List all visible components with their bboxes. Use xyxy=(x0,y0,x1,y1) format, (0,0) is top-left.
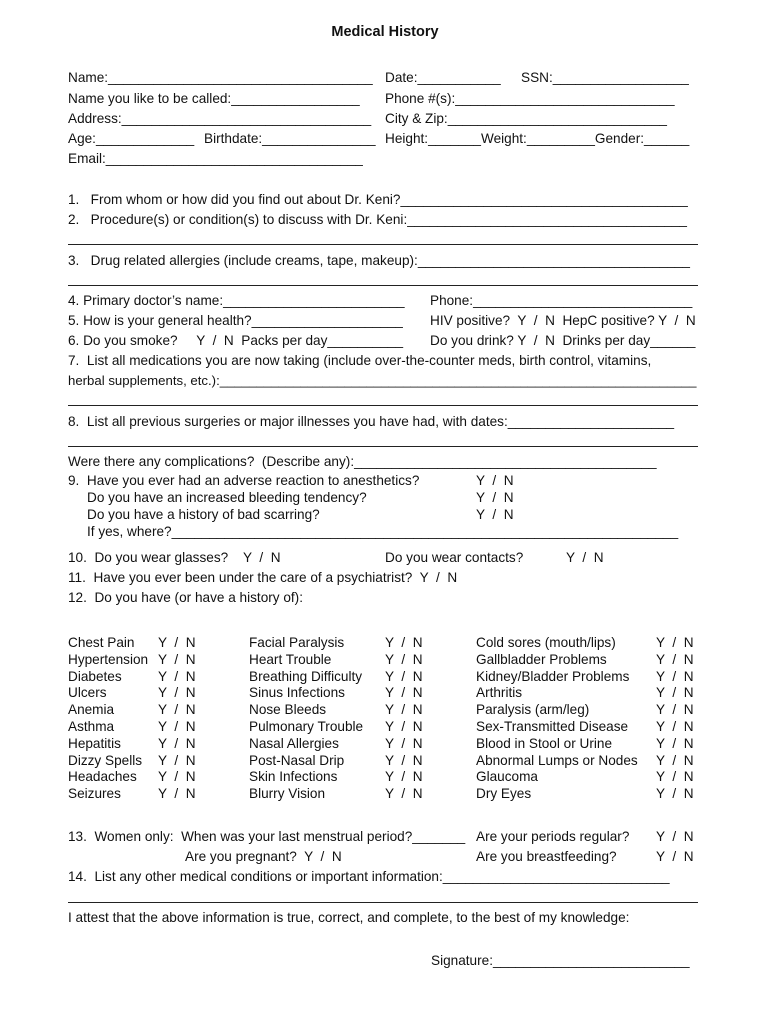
answer-line[interactable] xyxy=(68,244,698,245)
email-field[interactable]: Email:__________________________________ xyxy=(68,151,363,166)
question-10-glasses[interactable]: 10. Do you wear glasses? Y / N xyxy=(68,550,281,565)
yes-no-option[interactable]: Y / N xyxy=(158,702,196,717)
condition-label: Sex-Transmitted Disease xyxy=(476,719,629,734)
yes-no-option[interactable]: Y / N xyxy=(656,829,694,844)
question-11[interactable]: 11. Have you ever been under the care of a psychiatrist? Y / N xyxy=(68,570,458,585)
phone-field[interactable]: Phone #(s):_____________________________ xyxy=(385,91,675,106)
condition-label: Hypertension xyxy=(68,652,149,667)
condition-label: Sinus Infections xyxy=(249,685,345,700)
preferred-name-field[interactable]: Name you like to be called:_________________ xyxy=(68,91,360,106)
question-12: 12. Do you have (or have a history of): xyxy=(68,590,303,605)
scarring-location-field[interactable]: If yes, where?___________________________________________________________________ xyxy=(87,524,679,539)
condition-label: Asthma xyxy=(68,719,115,734)
yes-no-option[interactable]: Y / N xyxy=(476,473,514,488)
condition-label: Paralysis (arm/leg) xyxy=(476,702,590,717)
answer-line[interactable] xyxy=(68,902,698,903)
condition-label: Pulmonary Trouble xyxy=(249,719,364,734)
yes-no-option[interactable]: Y / N xyxy=(158,736,196,751)
yes-no-option[interactable]: Y / N xyxy=(385,736,423,751)
yes-no-option[interactable]: Y / N xyxy=(385,635,423,650)
condition-label: Facial Paralysis xyxy=(249,635,345,650)
question-8[interactable]: 8. List all previous surgeries or major illnesses you have had, with dates:______________________ xyxy=(68,414,675,429)
yes-no-option[interactable]: Y / N xyxy=(476,507,514,522)
condition-label: Cold sores (mouth/lips) xyxy=(476,635,616,650)
question-9-scarring: Do you have a history of bad scarring? xyxy=(87,507,320,522)
address-field[interactable]: Address:_________________________________ xyxy=(68,111,372,126)
yes-no-option[interactable]: Y / N xyxy=(476,490,514,505)
question-1[interactable]: 1. From whom or how did you find out about Dr. Keni?______________________________________ xyxy=(68,192,688,207)
yes-no-option[interactable]: Y / N xyxy=(158,753,196,768)
condition-label: Dry Eyes xyxy=(476,786,532,801)
yes-no-option[interactable]: Y / N xyxy=(656,769,694,784)
name-field[interactable]: Name:___________________________________ xyxy=(68,70,373,85)
yes-no-option[interactable]: Y / N xyxy=(656,652,694,667)
yes-no-option[interactable]: Y / N xyxy=(158,786,196,801)
form-title: Medical History xyxy=(331,24,439,40)
age-field[interactable]: Age:_____________ xyxy=(68,131,195,146)
height-weight-gender-field[interactable]: Height:_______Weight:_________Gender:______ xyxy=(385,131,690,146)
condition-label: Blurry Vision xyxy=(249,786,326,801)
condition-label: Heart Trouble xyxy=(249,652,332,667)
condition-label: Dizzy Spells xyxy=(68,753,143,768)
question-7: 7. List all medications you are now taking (include over-the-counter meds, birth control, vitamins, xyxy=(68,353,652,368)
condition-label: Blood in Stool or Urine xyxy=(476,736,613,751)
question-13-breastfeeding: Are you breastfeeding? xyxy=(476,849,617,864)
yes-no-option[interactable]: Y / N xyxy=(656,736,694,751)
condition-label: Arthritis xyxy=(476,685,523,700)
condition-label: Anemia xyxy=(68,702,115,717)
drink-question[interactable]: Do you drink? Y / N Drinks per day______ xyxy=(430,333,696,348)
yes-no-option[interactable]: Y / N xyxy=(385,753,423,768)
yes-no-option[interactable]: Y / N xyxy=(656,753,694,768)
yes-no-option[interactable]: Y / N xyxy=(385,702,423,717)
condition-label: Ulcers xyxy=(68,685,107,700)
yes-no-option[interactable]: Y / N xyxy=(158,685,196,700)
question-6[interactable]: 6. Do you smoke? Y / N Packs per day__________ xyxy=(68,333,404,348)
condition-label: Headaches xyxy=(68,769,137,784)
condition-label: Skin Infections xyxy=(249,769,338,784)
answer-line[interactable] xyxy=(68,405,698,406)
condition-label: Seizures xyxy=(68,786,121,801)
question-2[interactable]: 2. Procedure(s) or condition(s) to discuss with Dr. Keni:_____________________________________ xyxy=(68,212,687,227)
question-13-pregnant[interactable]: Are you pregnant? Y / N xyxy=(185,849,342,864)
condition-label: Gallbladder Problems xyxy=(476,652,607,667)
yes-no-option[interactable]: Y / N xyxy=(385,652,423,667)
yes-no-option[interactable]: Y / N xyxy=(385,786,423,801)
condition-label: Kidney/Bladder Problems xyxy=(476,669,630,684)
question-9-anesthetics: 9. Have you ever had an adverse reaction to anesthetics? xyxy=(68,473,420,488)
yes-no-option[interactable]: Y / N xyxy=(566,550,604,565)
condition-label: Breathing Difficulty xyxy=(249,669,363,684)
question-3[interactable]: 3. Drug related allergies (include creams, tape, makeup):____________________________________ xyxy=(68,253,690,268)
yes-no-option[interactable]: Y / N xyxy=(656,786,694,801)
attestation-statement: I attest that the above information is true, correct, and complete, to the best of my knowledge: xyxy=(68,910,630,925)
hiv-hepc-question[interactable]: HIV positive? Y / N HepC positive? Y / N xyxy=(430,313,696,328)
condition-label: Abnormal Lumps or Nodes xyxy=(476,753,638,768)
yes-no-option[interactable]: Y / N xyxy=(158,769,196,784)
yes-no-option[interactable]: Y / N xyxy=(385,669,423,684)
yes-no-option[interactable]: Y / N xyxy=(656,669,694,684)
yes-no-option[interactable]: Y / N xyxy=(656,702,694,717)
yes-no-option[interactable]: Y / N xyxy=(656,685,694,700)
yes-no-option[interactable]: Y / N xyxy=(158,635,196,650)
question-5[interactable]: 5. How is your general health?____________________ xyxy=(68,313,403,328)
yes-no-option[interactable]: Y / N xyxy=(385,769,423,784)
birthdate-field[interactable]: Birthdate:_______________ xyxy=(204,131,376,146)
question-13-menstrual[interactable]: 13. Women only: When was your last menstrual period?_______ xyxy=(68,829,466,844)
medications-field[interactable]: herbal supplements, etc.):_________________________________________________________________ xyxy=(68,373,697,388)
condition-label: Chest Pain xyxy=(68,635,135,650)
complications-field[interactable]: Were there any complications? (Describe any):________________________________________ xyxy=(68,454,657,469)
yes-no-option[interactable]: Y / N xyxy=(158,719,196,734)
city-zip-field[interactable]: City & Zip:_____________________________ xyxy=(385,111,667,126)
condition-label: Nose Bleeds xyxy=(249,702,327,717)
primary-doctor-phone-field[interactable]: Phone:_____________________________ xyxy=(430,293,693,308)
yes-no-option[interactable]: Y / N xyxy=(158,669,196,684)
yes-no-option[interactable]: Y / N xyxy=(656,719,694,734)
yes-no-option[interactable]: Y / N xyxy=(656,849,694,864)
condition-label: Hepatitis xyxy=(68,736,121,751)
signature-field[interactable]: Signature:__________________________ xyxy=(431,953,690,968)
ssn-field[interactable]: SSN:__________________ xyxy=(521,70,689,85)
answer-line[interactable] xyxy=(68,446,698,447)
question-14[interactable]: 14. List any other medical conditions or important information:______________________________ xyxy=(68,869,670,884)
condition-label: Post-Nasal Drip xyxy=(249,753,345,768)
question-13-regular: Are your periods regular? xyxy=(476,829,630,844)
question-4[interactable]: 4. Primary doctor’s name:________________________ xyxy=(68,293,405,308)
yes-no-option[interactable]: Y / N xyxy=(656,635,694,650)
question-10-contacts: Do you wear contacts? xyxy=(385,550,524,565)
condition-label: Diabetes xyxy=(68,669,122,684)
yes-no-option[interactable]: Y / N xyxy=(158,652,196,667)
condition-label: Glaucoma xyxy=(476,769,538,784)
yes-no-option[interactable]: Y / N xyxy=(385,719,423,734)
condition-label: Nasal Allergies xyxy=(249,736,339,751)
answer-line[interactable] xyxy=(68,285,698,286)
yes-no-option[interactable]: Y / N xyxy=(385,685,423,700)
question-9-bleeding: Do you have an increased bleeding tendency? xyxy=(87,490,367,505)
date-field[interactable]: Date:___________ xyxy=(385,70,501,85)
